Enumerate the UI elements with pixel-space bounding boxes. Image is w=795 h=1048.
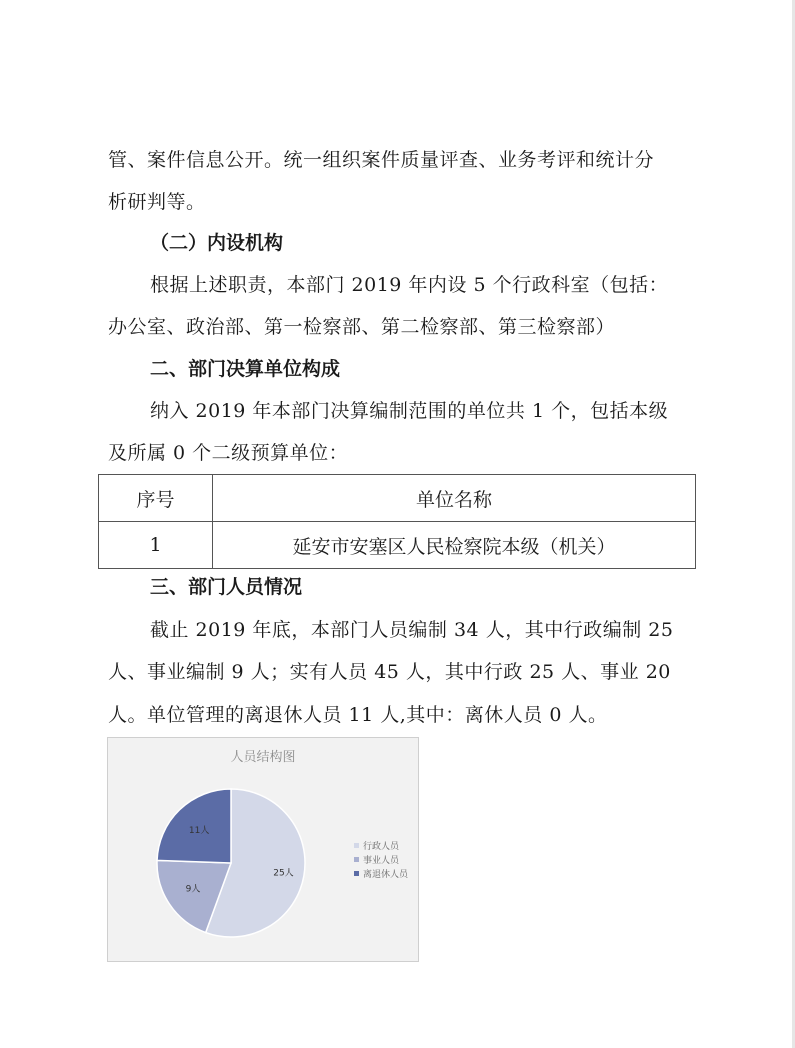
paragraph-line: 办公室、政治部、第一检察部、第二检察部、第三检察部） <box>108 316 616 338</box>
legend-item <box>354 838 408 852</box>
paragraph-line: 人、事业编制 9 人；实有人员 45 人，其中行政 25 人、事业 20 <box>108 661 671 683</box>
legend-swatch <box>354 871 359 876</box>
pie-data-label: 25人 <box>273 868 294 879</box>
chart-title: 人员结构图 <box>230 750 296 765</box>
table-header-cell: 单位名称 <box>213 475 696 522</box>
paragraph-line: 析研判等。 <box>108 191 206 213</box>
table-cell: 延安市安塞区人民检察院本级（机关） <box>213 522 696 569</box>
paragraph-line: 根据上述职责，本部门 2019 年内设 5 个行政科室（包括： <box>150 274 669 296</box>
paragraph-line: 人。单位管理的离退休人员 11 人,其中：离休人员 0 人。 <box>108 704 608 726</box>
legend-item <box>354 866 408 880</box>
legend-swatch <box>354 843 359 848</box>
table-header-row <box>99 475 696 522</box>
pie-data-label: 11人 <box>188 825 210 836</box>
pie-data-label: 9人 <box>185 884 201 895</box>
table-header-cell: 序号 <box>99 475 213 522</box>
legend-swatch <box>354 857 359 862</box>
paragraph-line: 纳入 2019 年本部门决算编制范围的单位共 1 个，包括本级 <box>150 400 669 422</box>
legend-label: 离退休人员 <box>363 869 409 880</box>
heading-section-3: 三、部门人员情况 <box>150 576 303 598</box>
table-row <box>99 522 696 569</box>
pie-chart <box>107 737 419 962</box>
paragraph-line: 管、案件信息公开。统一组织案件质量评查、业务考评和统计分 <box>108 149 655 171</box>
paragraph-line: 截止 2019 年底，本部门人员编制 34 人，其中行政编制 25 <box>150 619 674 641</box>
legend-item <box>354 852 408 866</box>
legend-label: 事业人员 <box>363 855 400 866</box>
unit-table <box>98 474 696 569</box>
table-cell: 1 <box>99 522 213 569</box>
legend-label: 行政人员 <box>363 841 400 852</box>
chart-legend <box>354 838 408 880</box>
heading-section-2: 二、部门决算单位构成 <box>150 358 341 380</box>
paragraph-line: 及所属 0 个二级预算单位： <box>108 442 349 464</box>
heading-internal-structure: （二）内设机构 <box>150 232 284 254</box>
